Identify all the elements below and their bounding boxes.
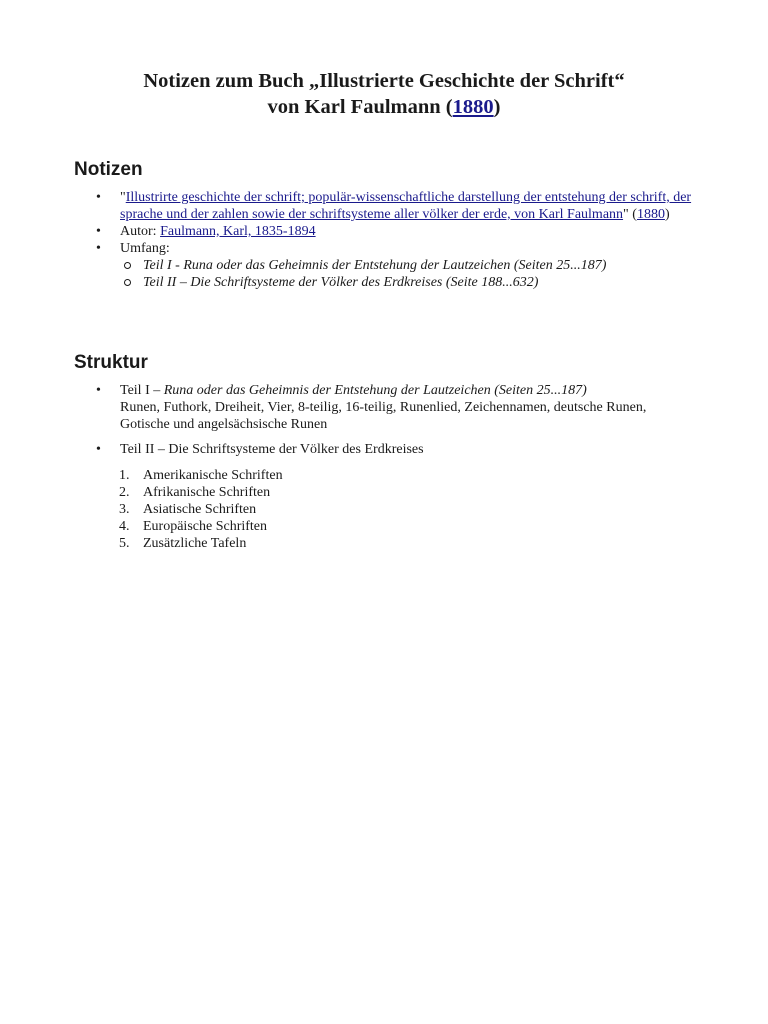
title-year-link[interactable]: 1880: [452, 96, 494, 118]
bullet-icon: •: [96, 383, 101, 398]
list-number: 2.: [119, 485, 130, 500]
paren-close: ): [664, 207, 670, 222]
list-item-teil-2: [94, 441, 694, 458]
umfang-sub-item: [94, 257, 694, 274]
book-title-link[interactable]: Illustrirte geschichte der schrift; populär-wissenschaftliche darstellung der entstehung der schrift, der sprache und der zahlen sowie der schriftsysteme aller völker der erde, von Karl Faulmann: [120, 190, 692, 222]
list-item-label: Europäische Schriften: [143, 519, 268, 534]
teil-2-text: Teil II – Die Schriftsysteme der Völker des Erdkreises: [120, 442, 424, 457]
autor-label: Autor:: [120, 224, 161, 239]
list-item: [94, 467, 694, 484]
circle-bullet-icon: [124, 279, 131, 286]
list-number: 3.: [119, 502, 130, 517]
bullet-icon: •: [96, 190, 101, 205]
list-item-label: Afrikanische Schriften: [143, 485, 271, 500]
teil-1-prefix: Teil I –: [120, 383, 164, 398]
umfang-sub-text: Teil II – Die Schriftsysteme der Völker des Erdkreises (Seite 188...632): [143, 275, 539, 290]
teil-1-description: Runen, Futhork, Dreiheit, Vier, 8-teilig, 16-teilig, Runenlied, Zeichennamen, deutsche Runen, Gotische und angelsächsische Runen: [120, 400, 647, 432]
struktur-list-2: [94, 441, 694, 458]
bullet-icon: •: [96, 241, 101, 256]
list-item-umfang: [94, 240, 694, 257]
title-line-2-suffix: ): [493, 96, 501, 118]
teil-1-title: Runa oder das Geheimnis der Entstehung der Lautzeichen (Seiten 25...187): [163, 383, 587, 398]
list-item-title: [94, 189, 694, 223]
list-item: [94, 501, 694, 518]
teil-2-numbered-list: [94, 467, 694, 552]
list-number: 1.: [119, 468, 130, 483]
author-link[interactable]: Faulmann, Karl, 1835-1894: [160, 224, 316, 239]
title-line-1: Notizen zum Buch „Illustrierte Geschichte der Schrift“: [143, 70, 625, 92]
list-item-label: Zusätzliche Tafeln: [143, 536, 247, 551]
list-number: 5.: [119, 536, 130, 551]
list-number: 4.: [119, 519, 130, 534]
list-item: [94, 484, 694, 501]
bullet-icon: •: [96, 442, 101, 457]
circle-bullet-icon: [124, 262, 131, 269]
section-heading-notizen: Notizen: [74, 159, 143, 180]
list-item: [94, 535, 694, 552]
quote-open: ": [120, 190, 126, 205]
list-item: [94, 518, 694, 535]
section-heading-struktur: Struktur: [74, 352, 148, 373]
quote-close: " (: [623, 207, 637, 222]
title-line-2-prefix: von Karl Faulmann (: [267, 96, 453, 118]
list-item-teil-1: [94, 382, 694, 433]
list-item-autor: [94, 223, 694, 240]
page-title: [0, 68, 768, 120]
umfang-label: Umfang:: [120, 241, 170, 256]
bullet-icon: •: [96, 224, 101, 239]
list-item-label: Amerikanische Schriften: [143, 468, 283, 483]
umfang-sub-text: Teil I - Runa oder das Geheimnis der Entstehung der Lautzeichen (Seiten 25...187): [143, 258, 607, 273]
list-item-label: Asiatische Schriften: [143, 502, 257, 517]
struktur-list: [94, 382, 694, 433]
notizen-list: [94, 189, 694, 291]
title-line-2: [0, 94, 768, 120]
book-year-link[interactable]: 1880: [636, 207, 665, 222]
umfang-sub-item: [94, 274, 694, 291]
